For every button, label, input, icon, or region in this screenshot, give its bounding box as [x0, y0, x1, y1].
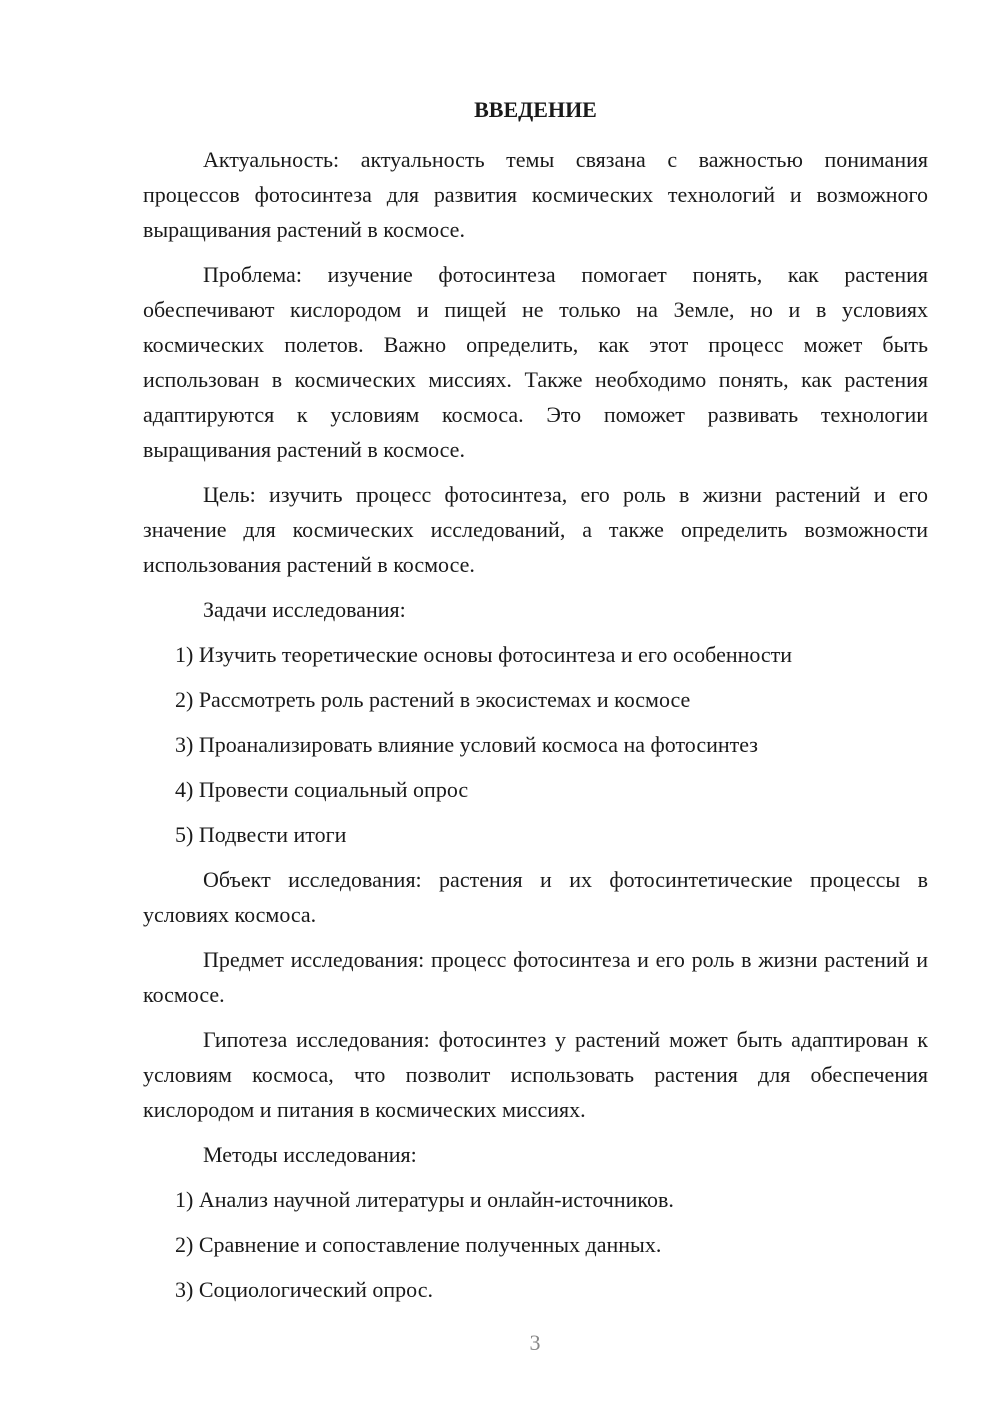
list-item: 1) Анализ научной литературы и онлайн-источников.	[175, 1187, 674, 1212]
page-number: 3	[529, 1330, 541, 1355]
tasks-list	[143, 637, 928, 852]
list-item: 1) Изучить теоретические основы фотосинтеза и его особенности	[175, 642, 793, 667]
methods-list	[143, 1182, 928, 1307]
list-item: 4) Провести социальный опрос	[175, 777, 469, 802]
subject-paragraph: Предмет исследования: процесс фотосинтеза и его роль в жизни растений и космосе.	[143, 947, 928, 1007]
list-item: 2) Сравнение и сопоставление полученных данных.	[175, 1232, 662, 1257]
section-title: ВВЕДЕНИЕ	[474, 97, 597, 122]
list-item: 5) Подвести итоги	[175, 822, 347, 847]
tasks-heading: Задачи исследования:	[203, 597, 406, 622]
object-paragraph: Объект исследования: растения и их фотосинтетические процессы в условиях космоса.	[143, 867, 928, 927]
problem-paragraph: Проблема: изучение фотосинтеза помогает понять, как растения обеспечивают кислородом и пищей не только на Земле, но и в условиях космических полетов. Важно определить, как этот процесс может быть использован в космических миссиях. Также необходимо понять, как растения адаптируются к условиям космоса. Это поможет развивать технологии выращивания растений в космосе.	[143, 262, 928, 462]
document-page	[143, 92, 928, 1317]
relevance-paragraph: Актуальность: актуальность темы связана с важностью понимания процессов фотосинтеза для развития космических технологий и возможного выращивания растений в космосе.	[143, 147, 928, 242]
goal-paragraph: Цель: изучить процесс фотосинтеза, его роль в жизни растений и его значение для космических исследований, а также определить возможности использования растений в космосе.	[143, 482, 928, 577]
list-item: 2) Рассмотреть роль растений в экосистемах и космосе	[175, 687, 691, 712]
hypothesis-paragraph: Гипотеза исследования: фотосинтез у растений может быть адаптирован к условиям космоса, что позволит использовать растения для обеспечения кислородом и питания в космических миссиях.	[143, 1027, 928, 1122]
list-item: 3) Социологический опрос.	[175, 1277, 433, 1302]
list-item: 3) Проанализировать влияние условий космоса на фотосинтез	[175, 732, 758, 757]
methods-heading: Методы исследования:	[203, 1142, 417, 1167]
